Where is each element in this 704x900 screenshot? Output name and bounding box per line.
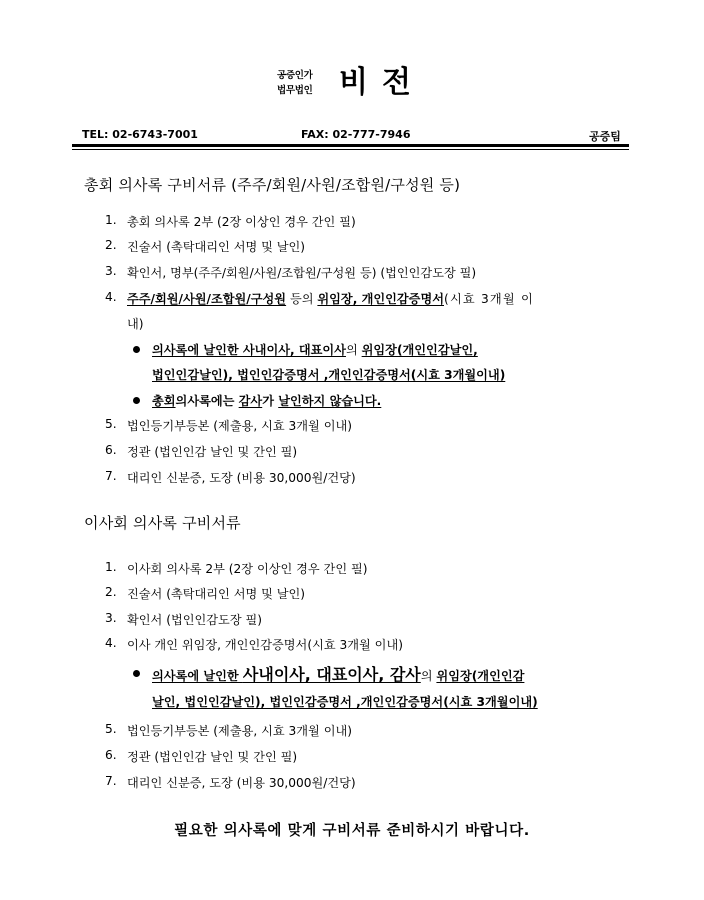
bullet-emphasis: 감사: [238, 394, 263, 408]
list-item: 법인등기부등본 (제출용, 시효 3개월 이내): [127, 419, 353, 433]
bullet-emphasis: 총회: [152, 394, 176, 408]
list-number: 4.: [105, 636, 117, 650]
bullet-emphasis: 위임장(개인인감: [436, 669, 525, 683]
firm-logo: [0, 66, 704, 102]
section-title-board-meeting: 이사회 의사록 구비서류: [84, 514, 241, 532]
bullet-item: [152, 341, 478, 358]
logo-subtitle: [277, 68, 313, 98]
header-divider-thin: [72, 149, 629, 150]
list-number: 2.: [105, 585, 117, 599]
header-divider-thick: [72, 144, 629, 147]
list-number: 5.: [105, 722, 117, 736]
list-item-continuation: 내): [127, 317, 144, 331]
list-number: 6.: [105, 748, 117, 762]
bullet-emphasis: 위임장(개인인감날인,: [361, 343, 478, 357]
bullet-item: [152, 392, 381, 409]
list-item-emphasis: 위임장, 개인인감증명서: [317, 292, 444, 306]
list-item: [127, 290, 534, 307]
list-item-emphasis: 주주/회원/사원/조합원/구성원: [127, 292, 287, 306]
list-item: 정관 (법인인감 날인 및 간인 필): [127, 445, 298, 459]
bullet-item-continuation: 날인, 법인인감날인), 법인인감증명서 ,개인인감증명서(시효 3개월이내): [152, 695, 538, 709]
list-item: 확인서, 명부(주주/회원/사원/조합원/구성원 등) (법인인감도장 필): [127, 266, 477, 280]
bullet-item: [152, 662, 524, 685]
list-item: 진술서 (촉탁대리인 서명 및 날인): [127, 587, 306, 601]
list-item: 확인서 (법인인감도장 필): [127, 613, 262, 627]
list-item: 이사회 의사록 2부 (2장 이상인 경우 간인 필): [127, 562, 368, 576]
bullet-emphasis: 의사록에 날인한 사내이사, 대표이사: [152, 343, 346, 357]
bullet-text: 의: [420, 669, 437, 683]
closing-note: 필요한 의사록에 맞게 구비서류 준비하시기 바랍니다.: [174, 823, 530, 839]
logo-line-2: 법무법인: [277, 85, 313, 96]
logo-name: 비전: [339, 65, 425, 100]
bullet-dot: [133, 670, 140, 677]
fax-number: FAX: 02-777-7946: [301, 128, 411, 141]
list-number: 7.: [105, 774, 117, 788]
bullet-text: 의사록에는: [175, 394, 239, 408]
bullet-text: 의: [345, 343, 362, 357]
bullet-emphasis-large: 사내이사, 대표이사, 감사: [242, 665, 421, 684]
list-number: 6.: [105, 443, 117, 457]
list-number: 1.: [105, 560, 117, 574]
bullet-emphasis: 의사록에 날인한: [152, 669, 243, 683]
list-number: 2.: [105, 238, 117, 252]
list-item: 대리인 신분증, 도장 (비용 30,000원/건당): [127, 471, 356, 485]
list-item: 총회 의사록 2부 (2장 이상인 경우 간인 필): [127, 215, 356, 229]
list-number: 4.: [105, 290, 117, 304]
list-item: 정관 (법인인감 날인 및 간인 필): [127, 750, 298, 764]
list-number: 3.: [105, 611, 117, 625]
list-number: 7.: [105, 469, 117, 483]
list-item-text: 등의: [286, 292, 318, 306]
bullet-emphasis: 날인하지 않습니다.: [278, 394, 382, 408]
list-number: 5.: [105, 417, 117, 431]
tel-number: TEL: 02-6743-7001: [82, 128, 198, 141]
list-number: 3.: [105, 264, 117, 278]
list-item: 법인등기부등본 (제출용, 시효 3개월 이내): [127, 724, 353, 738]
bullet-item-continuation: 법인인감날인), 법인인감증명서 ,개인인감증명서(시효 3개월이내): [152, 368, 506, 382]
list-item: 대리인 신분증, 도장 (비용 30,000원/건당): [127, 776, 356, 790]
list-item: 진술서 (촉탁대리인 서명 및 날인): [127, 240, 306, 254]
logo-line-1: 공증인가: [277, 70, 313, 81]
team-name: 공증팀: [589, 130, 621, 143]
list-number: 1.: [105, 213, 117, 227]
bullet-dot: [133, 397, 140, 404]
list-item: 이사 개인 위임장, 개인인감증명서(시효 3개월 이내): [127, 638, 403, 652]
bullet-dot: [133, 346, 140, 353]
section-title-general-meeting: 총회 의사록 구비서류 (주주/회원/사원/조합원/구성원 등): [84, 176, 461, 194]
bullet-text: 가: [262, 394, 279, 408]
list-item-text: (시효 3개월 이: [444, 292, 534, 306]
